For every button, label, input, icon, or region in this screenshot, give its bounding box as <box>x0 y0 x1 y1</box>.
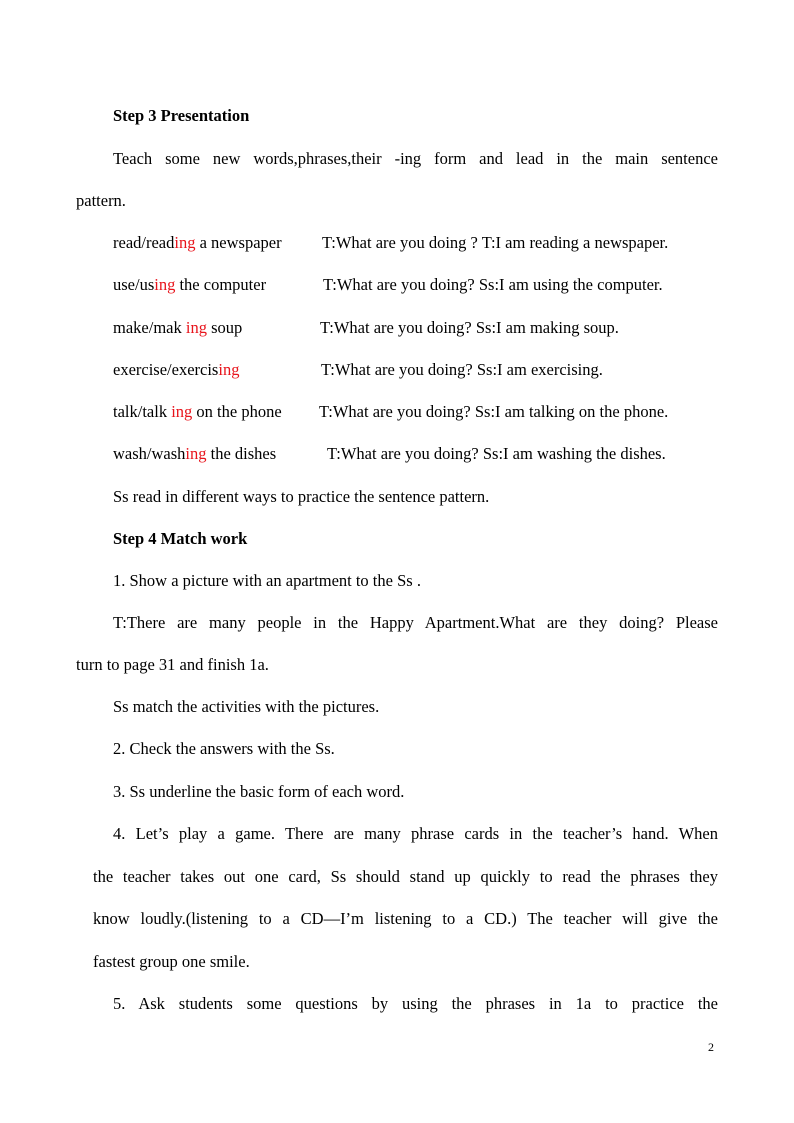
phrase-suffix: ing <box>185 318 207 337</box>
phrase-rest: the computer <box>175 275 267 294</box>
step4-item1: 1. Show a picture with an apartment to the Ss . <box>113 571 421 590</box>
step4-item1-question-line2: turn to page 31 and finish 1a. <box>76 655 269 674</box>
phrase-suffix: ing <box>171 402 193 421</box>
phrase-suffix: ing <box>154 275 176 294</box>
phrase-dialog: T:What are you doing? Ss:I am making soup. <box>320 318 619 337</box>
phrase-suffix: ing <box>174 233 196 252</box>
step4-item3: 3. Ss underline the basic form of each word. <box>113 782 405 801</box>
phrase-text <box>113 318 242 338</box>
step4-item4-line4: fastest group one smile. <box>93 952 250 971</box>
phrase-base: talk/talk <box>113 402 172 421</box>
step4-item4-line1: 4. Let’s play a game. There are many phrase cards in the teacher’s hand. When <box>113 824 718 843</box>
phrase-text <box>113 233 282 253</box>
step4-item4-line3: know loudly.(listening to a CD—I’m listening to a CD.) The teacher will give the <box>93 909 718 928</box>
phrase-text <box>113 402 282 422</box>
phrase-dialog: T:What are you doing ? T:I am reading a newspaper. <box>322 233 669 252</box>
phrase-rest: a newspaper <box>195 233 282 252</box>
phrase-dialog: T:What are you doing? Ss:I am using the computer. <box>323 275 663 294</box>
phrase-base: make/mak <box>113 318 186 337</box>
step4-item5-line1: 5. Ask students some questions by using the phrases in 1a to practice the <box>113 994 718 1013</box>
phrase-base: wash/wash <box>113 444 186 463</box>
phrase-dialog: T:What are you doing? Ss:I am washing the dishes. <box>327 444 666 463</box>
step4-heading: Step 4 Match work <box>113 529 248 548</box>
step4-item1-match: Ss match the activities with the pictures. <box>113 697 380 716</box>
phrase-text <box>113 444 276 464</box>
step4-item2: 2. Check the answers with the Ss. <box>113 739 335 758</box>
step3-intro-line2: pattern. <box>76 191 126 210</box>
step4-item1-question-line1: T:There are many people in the Happy Apartment.What are they doing? Please <box>113 613 718 632</box>
phrase-dialog: T:What are you doing? Ss:I am exercising. <box>321 360 603 379</box>
phrase-suffix: ing <box>218 360 240 379</box>
step4-item4-line2: the teacher takes out one card, Ss should stand up quickly to read the phrases they <box>93 867 718 886</box>
phrase-text <box>113 275 266 295</box>
phrase-suffix: ing <box>185 444 207 463</box>
phrase-dialog: T:What are you doing? Ss:I am talking on the phone. <box>319 402 669 421</box>
phrase-rest: the dishes <box>206 444 277 463</box>
phrase-base: use/us <box>113 275 155 294</box>
page-number: 2 <box>708 1040 714 1054</box>
step3-intro-line1: Teach some new words,phrases,their -ing form and lead in the main sentence <box>113 149 718 168</box>
phrase-rest: soup <box>206 318 243 337</box>
phrase-text <box>113 360 239 380</box>
phrase-rest: on the phone <box>192 402 282 421</box>
phrase-base: read/read <box>113 233 175 252</box>
step3-heading: Step 3 Presentation <box>113 106 250 125</box>
practice-line: Ss read in different ways to practice the sentence pattern. <box>113 487 490 506</box>
phrase-base: exercise/exercis <box>113 360 219 379</box>
